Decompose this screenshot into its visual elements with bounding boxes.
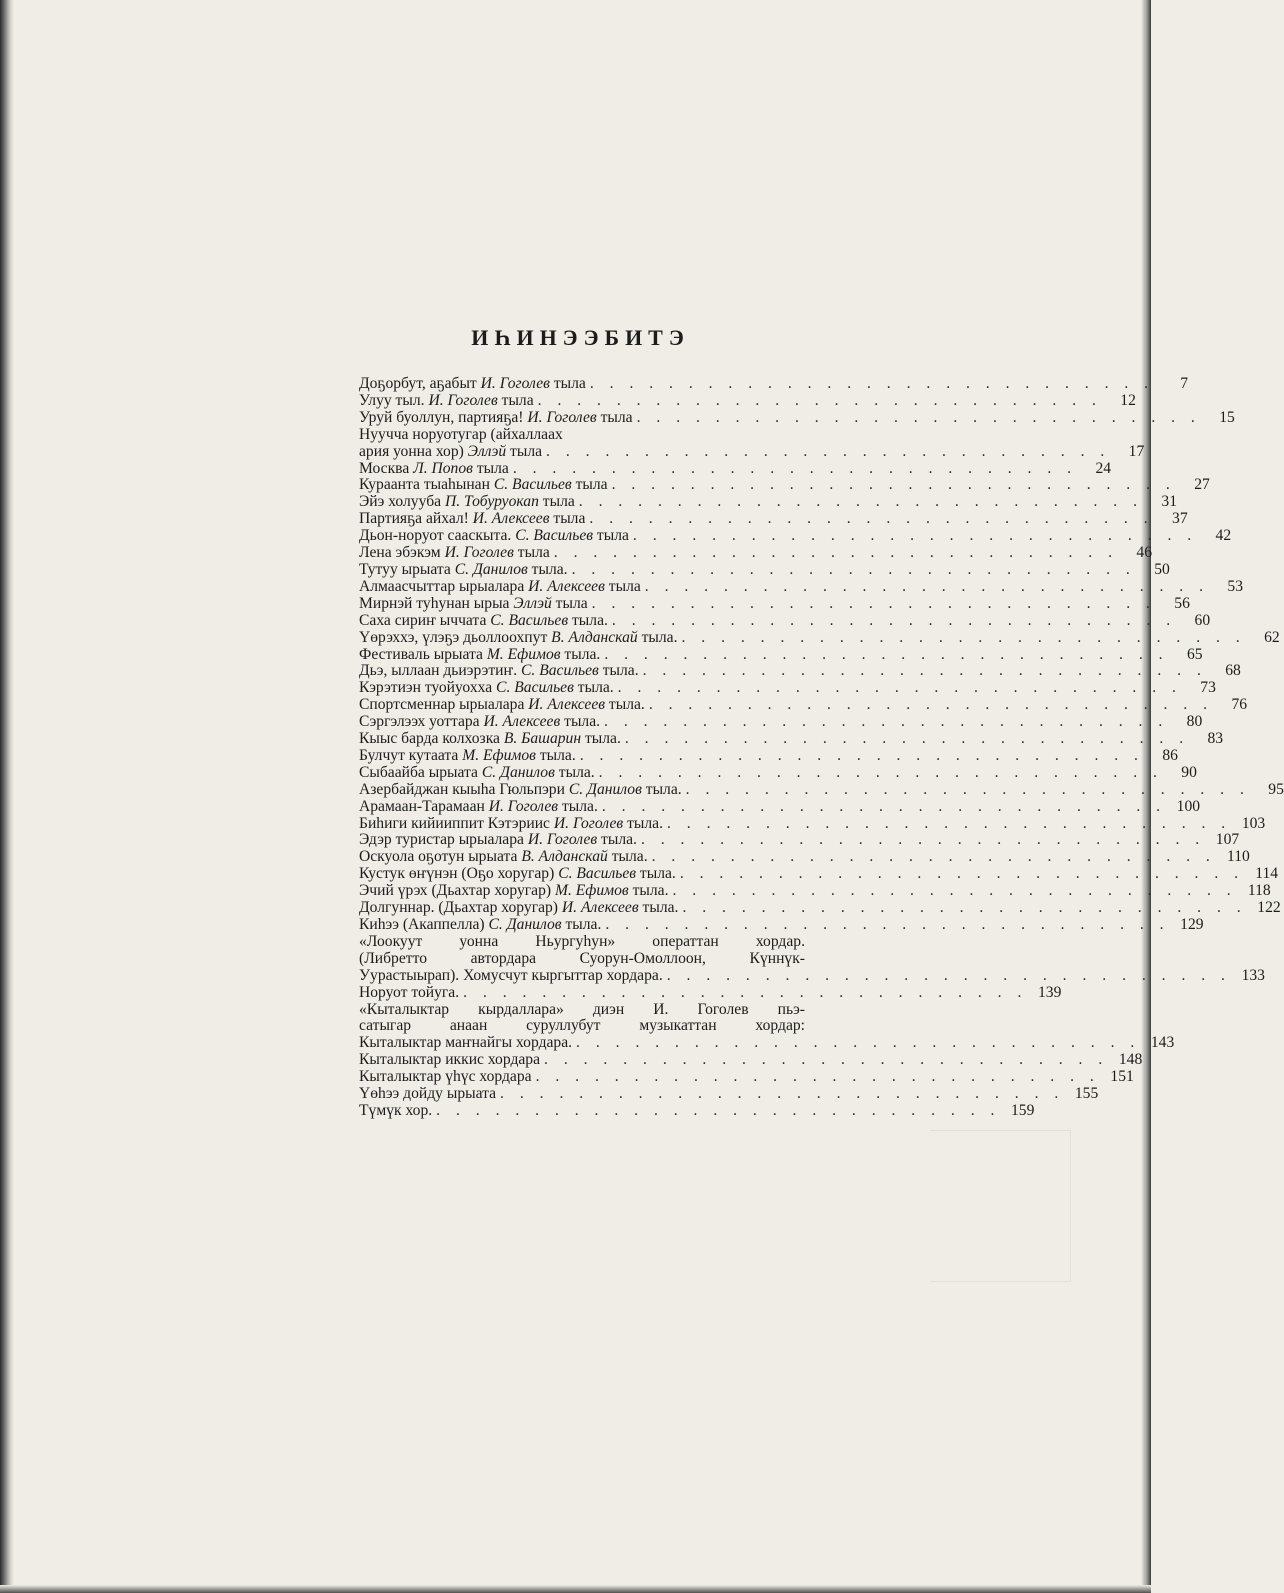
- entry-author: И. Алексеев: [561, 899, 639, 917]
- toc-entry: [359, 848, 1250, 866]
- toc-entry-text: [359, 663, 639, 680]
- page-number: 83: [1207, 730, 1224, 748]
- dot-leader: . . . . . . . . . . . . . . . . . . . . . . . . . . . . .: [640, 831, 1206, 849]
- page-number: 68: [1225, 662, 1241, 680]
- entry-title: Кыталыктар иккис хордара: [359, 1051, 541, 1069]
- dot-leader: . . . . . . . . . . . . . . . . . . . . . . . . . . . . .: [512, 459, 1078, 477]
- page-number: 50: [1154, 560, 1170, 578]
- entry-author: С. Васильев: [515, 527, 594, 545]
- entry-title: Лена эбэкэм: [359, 544, 445, 562]
- toc-entry: [359, 713, 1203, 731]
- entry-suffix: тыла.: [581, 730, 621, 748]
- toc-entry-text: [359, 461, 509, 478]
- toc-entry: [359, 459, 1112, 478]
- entry-suffix: тыла.: [568, 611, 608, 629]
- page-number: 122: [1257, 899, 1281, 917]
- toc-entry-text: [359, 494, 575, 511]
- page-number: 60: [1194, 611, 1211, 629]
- toc-entry-text: [359, 393, 534, 410]
- page-number: 56: [1174, 594, 1190, 612]
- dot-leader: . . . . . . . . . . . . . . . . . . . . . . . . . . . . .: [436, 1101, 1001, 1119]
- entry-title: Мирнэй туһунан ырыа: [359, 594, 514, 612]
- toc-entry-text: [359, 832, 637, 849]
- dot-leader: . . . . . . . . . . . . . . . . . . . . . . . . . . . . .: [632, 527, 1198, 545]
- toc-entry: [359, 427, 805, 444]
- toc-entry-text: [359, 816, 663, 833]
- toc-entry: [359, 662, 1241, 680]
- dot-leader: . . . . . . . . . . . . . . . . . . . . . . . . . . . . .: [644, 577, 1209, 595]
- toc-entry: [359, 679, 1216, 697]
- toc-entries: [359, 375, 1284, 934]
- entry-suffix: тыла.: [558, 797, 598, 815]
- page-number: 24: [1095, 459, 1112, 477]
- toc-entry-text: [359, 427, 563, 444]
- entry-author: С. Данилов: [481, 763, 555, 781]
- entry-author: И. Гоголев: [527, 408, 597, 426]
- entry-author: С. Васильев: [490, 611, 569, 629]
- page-edge-bottom: [0, 1585, 1151, 1593]
- entry-title: Кыталыктар үһүс хордара: [359, 1068, 532, 1086]
- table-of-contents: [359, 375, 1284, 1120]
- entry-author: Эллэй: [513, 594, 552, 612]
- entry-suffix: тыла.: [527, 560, 568, 578]
- page-number: 31: [1161, 493, 1177, 511]
- page-number: 15: [1219, 408, 1235, 426]
- toc-entry-text: [359, 714, 600, 731]
- entry-title: Долгуннар. (Дьахтар хоругар): [359, 899, 562, 917]
- toc-entry: [359, 544, 1152, 562]
- dot-leader: . . . . . . . . . . . . . . . . . . . . . . . . . . . . .: [636, 408, 1201, 426]
- toc-entry-text: [359, 562, 568, 579]
- entry-title: Дьэ, ыллаан дьиэрэтиҥ.: [359, 662, 521, 680]
- entry-title: Уруй буоллун, партияҕа!: [359, 408, 528, 426]
- entry-suffix: тыла: [506, 442, 543, 460]
- section-heading-line: (Либретто автордара Суорун-Омоллоон, Күннүк-: [359, 949, 805, 967]
- entry-suffix: тыла.: [628, 882, 669, 900]
- entry-suffix: тыла.: [636, 865, 676, 883]
- entry-author: В. Алданскай: [551, 628, 638, 646]
- dot-leader: . . . . . . . . . . . . . . . . . . . . . . . . . . . . .: [571, 560, 1136, 578]
- page-number: 155: [1074, 1085, 1099, 1103]
- page-number: 65: [1186, 645, 1203, 663]
- toc-entry: [359, 814, 1266, 833]
- page-number: 139: [1037, 983, 1062, 1001]
- toc-entry: [359, 763, 1197, 782]
- toc-entry: [359, 797, 1201, 816]
- toc-entry-text: [359, 613, 608, 630]
- entry-suffix: тыла.: [560, 645, 601, 663]
- toc-entry-text: [359, 596, 588, 613]
- entry-author: И. Алексеев: [528, 696, 606, 714]
- page-number: 143: [1150, 1034, 1175, 1052]
- toc-entry: [359, 696, 1248, 714]
- toc-opera-section: [359, 932, 1265, 1002]
- toc-entry: [359, 831, 1240, 849]
- entry-title: Нуучча норуотугар (айхаллаах: [359, 425, 563, 443]
- toc-entry: [359, 577, 1243, 596]
- entry-title: Кыыс барда колхозка: [359, 730, 504, 748]
- toc-entry-text: [359, 444, 542, 461]
- dot-leader: . . . . . . . . . . . . . . . . . . . . . . . . . . . . .: [642, 662, 1207, 680]
- toc-entry: [359, 1034, 1175, 1052]
- dot-leader: . . . . . . . . . . . . . . . . . . . . . . . . . . . . .: [578, 493, 1143, 511]
- entry-suffix: тыла.: [561, 916, 602, 933]
- dot-leader: . . . . . . . . . . . . . . . . . . . . . . . . . . . . .: [672, 882, 1237, 900]
- toc-entry: [359, 476, 1210, 494]
- entry-title: Саха сириҥ ыччата: [359, 611, 491, 629]
- page-number: 80: [1186, 713, 1203, 731]
- entry-title: Доҕорбут, аҕабыт: [359, 375, 481, 392]
- entry-suffix: тыла.: [573, 679, 614, 697]
- entry-title: Азербайджан кыыһа Гюльпэри: [359, 780, 569, 798]
- toc-entry: [359, 375, 1189, 393]
- dot-leader: . . . . . . . . . . . . . . . . . . . . . . . . . . . . .: [553, 544, 1118, 562]
- toc-entry: [359, 916, 1204, 934]
- entry-suffix: тыла: [604, 577, 641, 595]
- show-through-mark: [930, 1130, 1071, 1282]
- entry-title: Норуот тойуга.: [359, 983, 460, 1001]
- toc-entry: [359, 1068, 1134, 1086]
- entry-title: Фестиваль ырыата: [359, 645, 487, 663]
- entry-author: С. Данилов: [568, 780, 642, 798]
- entry-title: Дьон-норуот сааскыта.: [359, 527, 516, 545]
- page-number: 151: [1110, 1068, 1134, 1086]
- entry-title: Булчут кутаата: [359, 746, 463, 764]
- dot-leader: . . . . . . . . . . . . . . . . . . . . . . . . . . . . .: [651, 848, 1216, 866]
- page-number: 100: [1176, 797, 1201, 815]
- toc-entry-text: [359, 968, 663, 985]
- page-number: 107: [1215, 831, 1240, 849]
- toc-entry-text: [359, 630, 677, 647]
- entry-author: С. Васильев: [558, 865, 637, 883]
- entry-author: И. Гоголев: [488, 797, 559, 815]
- entry-author: С. Васильев: [493, 476, 572, 494]
- dot-leader: . . . . . . . . . . . . . . . . . . . . . . . . . . . . .: [579, 746, 1144, 764]
- entry-author: И. Гоголев: [553, 814, 624, 832]
- entry-suffix: тыла: [551, 594, 588, 612]
- entry-author: С. Данилов: [488, 916, 562, 933]
- toc-entry-text: [359, 511, 585, 528]
- page-number: 118: [1247, 882, 1271, 900]
- page-number: 42: [1215, 527, 1232, 545]
- page-number: 86: [1162, 746, 1178, 764]
- toc-entry: [359, 594, 1190, 613]
- entry-title: Сэргэлээх уоттара: [359, 713, 484, 731]
- page-number: 37: [1172, 510, 1188, 528]
- page-number: 17: [1128, 442, 1145, 460]
- entry-title: Түмүк хор.: [359, 1101, 433, 1119]
- toc-entry: [359, 746, 1178, 765]
- entry-author: Эллэй: [467, 442, 507, 460]
- toc-play-section: [359, 1000, 1175, 1120]
- toc-entry: [359, 865, 1279, 883]
- entry-suffix: тыла.: [560, 713, 601, 731]
- dot-leader: . . . . . . . . . . . . . . . . . . . . . . . . . . . . .: [463, 983, 1028, 1001]
- dot-leader: . . . . . . . . . . . . . . . . . . . . . . . . . . . . .: [681, 628, 1246, 646]
- toc-entry: [359, 510, 1188, 528]
- dot-leader: . . . . . . . . . . . . . . . . . . . . . . . . . . . . .: [598, 763, 1163, 781]
- dot-leader: . . . . . . . . . . . . . . . . . . . . . . . . . . . . .: [604, 713, 1169, 731]
- toc-entry: [359, 1051, 1143, 1069]
- entry-title: Эчий үрэх (Дьахтар хоругар): [359, 882, 555, 900]
- dot-leader: . . . . . . . . . . . . . . . . . . . . . . . . . . . . .: [544, 1051, 1109, 1069]
- toc-entry-text: [359, 1052, 540, 1069]
- entry-title: Улуу тыл.: [359, 391, 429, 409]
- toc-entry-text: [359, 765, 595, 782]
- entry-author: И. Алексеев: [472, 510, 550, 528]
- entry-title: Сыбаайба ырыата: [359, 763, 482, 781]
- entry-title: Кэрэтиэн туойуохха: [359, 679, 497, 697]
- entry-suffix: тыла.: [623, 814, 663, 832]
- dot-leader: . . . . . . . . . . . . . . . . . . . . . . . . . . . . .: [500, 1085, 1065, 1103]
- entry-author: И. Гоголев: [428, 391, 498, 409]
- section-heading-line: «Лоокуут уонна Ньургуһун» операттан хордар.: [359, 932, 805, 950]
- entry-suffix: тыла: [538, 493, 575, 511]
- toc-entry-text: [359, 900, 678, 917]
- dot-leader: . . . . . . . . . . . . . . . . . . . . . . . . . . . . .: [535, 1068, 1100, 1086]
- entry-title: Биһиги кийииппит Кэтэриис: [359, 814, 554, 832]
- entry-title: Киһээ (Акаппелла): [359, 916, 489, 933]
- dot-leader: . . . . . . . . . . . . . . . . . . . . . . . . . . . . .: [685, 780, 1250, 798]
- entry-title: Алмаасчыттар ырыалара: [359, 577, 529, 595]
- entry-title: Кустук өҥүнэн (Оҕо хоругар): [359, 865, 559, 883]
- entry-title: Үөрэххэ, үлэҕэ дьоллоохпут: [359, 628, 552, 646]
- entry-author: И. Гоголев: [444, 544, 514, 562]
- toc-entry: [359, 730, 1224, 748]
- toc-entry: [359, 493, 1177, 511]
- page-number: 90: [1181, 763, 1197, 781]
- dot-leader: . . . . . . . . . . . . . . . . . . . . . . . . . . . . .: [611, 611, 1177, 629]
- page-number: 129: [1180, 916, 1204, 933]
- toc-entry: [359, 1101, 1035, 1120]
- toc-entry-text: [359, 1103, 432, 1120]
- dot-leader: . . . . . . . . . . . . . . . . . . . . . . . . . . . . .: [679, 865, 1245, 883]
- entry-suffix: тыла.: [554, 763, 595, 781]
- toc-entry-text: [359, 1086, 496, 1103]
- entry-suffix: тыла.: [637, 628, 678, 646]
- entry-suffix: тыла: [513, 544, 550, 562]
- page-number: 76: [1231, 696, 1248, 714]
- dot-leader: . . . . . . . . . . . . . . . . . . . . . . . . . . . . .: [682, 899, 1247, 917]
- toc-entry-text: [359, 579, 641, 596]
- toc-entry: [359, 983, 1062, 1002]
- toc-entry-text: [359, 545, 550, 562]
- entry-title: Эйэ холууба: [359, 493, 445, 511]
- toc-entry-text: [359, 799, 598, 816]
- page-number: 148: [1118, 1051, 1143, 1069]
- entry-author: М. Ефимов: [462, 746, 536, 764]
- entry-author: И. Алексеев: [483, 713, 561, 731]
- toc-entry-text: [359, 917, 601, 934]
- toc-entry: [359, 1085, 1099, 1103]
- entry-suffix: тыла: [549, 510, 586, 528]
- entry-title: Спортсменнар ырыалара: [359, 696, 529, 714]
- entry-suffix: тыла.: [607, 848, 648, 866]
- page-number: 7: [1180, 375, 1189, 392]
- entry-author: В. Алданскай: [521, 848, 608, 866]
- entry-title: Оскуола оҕотун ырыата: [359, 848, 522, 866]
- dot-leader: . . . . . . . . . . . . . . . . . . . . . . . . . . . . .: [648, 696, 1214, 714]
- entry-suffix: тыла: [472, 459, 509, 477]
- toc-entry-text: [359, 731, 621, 748]
- page-edge-left: [0, 0, 14, 1593]
- toc-entry: [359, 527, 1232, 545]
- entry-suffix: тыла: [497, 391, 534, 409]
- toc-entry-text: [359, 528, 629, 545]
- toc-entry-text: [359, 849, 648, 866]
- page-number: 27: [1194, 476, 1210, 494]
- entry-suffix: тыла.: [605, 696, 645, 714]
- page-number: 73: [1200, 679, 1216, 697]
- toc-entry: [359, 391, 1136, 410]
- dot-leader: . . . . . . . . . . . . . . . . . . . . . . . . . . . . .: [605, 916, 1170, 933]
- entry-author: М. Ефимов: [554, 882, 629, 900]
- page-number: 95: [1268, 780, 1284, 798]
- toc-entry-text: [359, 985, 459, 1002]
- toc-entry: [359, 780, 1284, 799]
- entry-author: П. Тобуруокап: [444, 493, 539, 511]
- toc-entry-text: [359, 697, 645, 714]
- page-number: 103: [1241, 814, 1266, 832]
- entry-author: И. Гоголев: [527, 831, 598, 849]
- entry-title: Уурастыырап). Хомусчут кыргыттар хордара.: [359, 966, 663, 984]
- entry-author: С. Васильев: [496, 679, 574, 697]
- section-heading-line: сатыгар анаан суруллубут музыкаттан хордар:: [359, 1017, 805, 1035]
- toc-entry: [359, 882, 1271, 900]
- dot-leader: . . . . . . . . . . . . . . . . . . . . . . . . . . . . .: [617, 679, 1182, 697]
- dot-leader: . . . . . . . . . . . . . . . . . . . . . . . . . . . . .: [604, 645, 1169, 663]
- toc-entry-text: [359, 647, 600, 664]
- toc-entry-text: [359, 477, 608, 494]
- toc-entry-text: [359, 866, 676, 883]
- toc-entry: [359, 966, 1265, 985]
- toc-entry: [359, 899, 1281, 917]
- entry-title: Арамаан-Тарамаан: [359, 797, 489, 815]
- entry-suffix: тыла: [593, 527, 629, 545]
- page-number: 114: [1255, 865, 1279, 883]
- entry-title: ария уонна хор): [359, 442, 468, 460]
- page-number: 46: [1136, 544, 1152, 562]
- entry-suffix: тыла: [549, 375, 586, 392]
- entry-title: Кураанта тыаһынан: [359, 476, 494, 494]
- page-title: ИҺИНЭЭБИТЭ: [471, 325, 690, 350]
- dot-leader: . . . . . . . . . . . . . . . . . . . . . . . . . . . . .: [576, 1034, 1141, 1052]
- toc-entry: [359, 628, 1280, 647]
- toc-entry-text: [359, 782, 682, 799]
- entry-title: Москва: [359, 459, 414, 477]
- toc-entry-text: [359, 883, 668, 900]
- toc-entry-text: [359, 748, 576, 765]
- entry-author: С. Васильев: [521, 662, 599, 680]
- entry-suffix: тыла: [596, 408, 633, 426]
- dot-leader: . . . . . . . . . . . . . . . . . . . . . . . . . . . . .: [546, 442, 1111, 460]
- entry-author: И. Гоголев: [480, 375, 550, 392]
- dot-leader: . . . . . . . . . . . . . . . . . . . . . . . . . . . . .: [611, 476, 1176, 494]
- page-number: 110: [1227, 848, 1250, 866]
- toc-entry: [359, 442, 1145, 461]
- dot-leader: . . . . . . . . . . . . . . . . . . . . . . . . . . . . .: [666, 966, 1231, 984]
- dot-leader: . . . . . . . . . . . . . . . . . . . . . . . . . . . . .: [624, 730, 1190, 748]
- toc-entry-text: [359, 1069, 532, 1086]
- toc-entry: [359, 611, 1211, 630]
- section-heading-line: «Кыталыктар кырдаллара» диэн И. Гоголев пьэ-: [359, 1000, 805, 1018]
- dot-leader: . . . . . . . . . . . . . . . . . . . . . . . . . . . . .: [537, 391, 1102, 409]
- entry-suffix: тыла: [571, 476, 608, 494]
- entry-title: Тутуу ырыата: [359, 560, 455, 578]
- entry-author: С. Данилов: [454, 560, 528, 578]
- toc-entry-text: [359, 410, 633, 427]
- page-number: 62: [1264, 628, 1280, 646]
- toc-entry: [359, 408, 1235, 427]
- toc-entry-text: [359, 376, 586, 393]
- page-number: 12: [1120, 391, 1136, 409]
- dot-leader: . . . . . . . . . . . . . . . . . . . . . . . . . . . . .: [589, 510, 1154, 528]
- entry-title: Үөһээ дойду ырыата: [359, 1085, 497, 1103]
- dot-leader: . . . . . . . . . . . . . . . . . . . . . . . . . . . . .: [589, 375, 1155, 392]
- entry-title: Партияҕа айхал!: [359, 510, 473, 528]
- entry-author: В. Башарин: [503, 730, 582, 748]
- entry-suffix: тыла.: [638, 899, 679, 917]
- entry-suffix: тыла.: [597, 831, 637, 849]
- dot-leader: . . . . . . . . . . . . . . . . . . . . . . . . . . . . .: [591, 594, 1156, 612]
- entry-suffix: тыла.: [598, 662, 639, 680]
- page-number: 133: [1241, 966, 1265, 984]
- entry-author: М. Ефимов: [486, 645, 561, 663]
- entry-suffix: тыла.: [641, 780, 682, 798]
- toc-entry: [359, 560, 1170, 579]
- toc-entry: [359, 645, 1203, 664]
- dot-leader: . . . . . . . . . . . . . . . . . . . . . . . . . . . . .: [666, 814, 1232, 832]
- page-number: 159: [1011, 1101, 1035, 1119]
- entry-suffix: тыла.: [535, 746, 576, 764]
- entry-author: И. Алексеев: [528, 577, 605, 595]
- entry-title: Кыталыктар маҥнайгы хордара.: [359, 1034, 573, 1052]
- entry-title: Эдэр туристар ырыалара: [359, 831, 528, 849]
- dot-leader: . . . . . . . . . . . . . . . . . . . . . . . . . . . . .: [601, 797, 1167, 815]
- page-number: 53: [1227, 577, 1243, 595]
- toc-entry-text: [359, 1035, 572, 1052]
- toc-entry-text: [359, 680, 614, 697]
- entry-author: Л. Попов: [413, 459, 473, 477]
